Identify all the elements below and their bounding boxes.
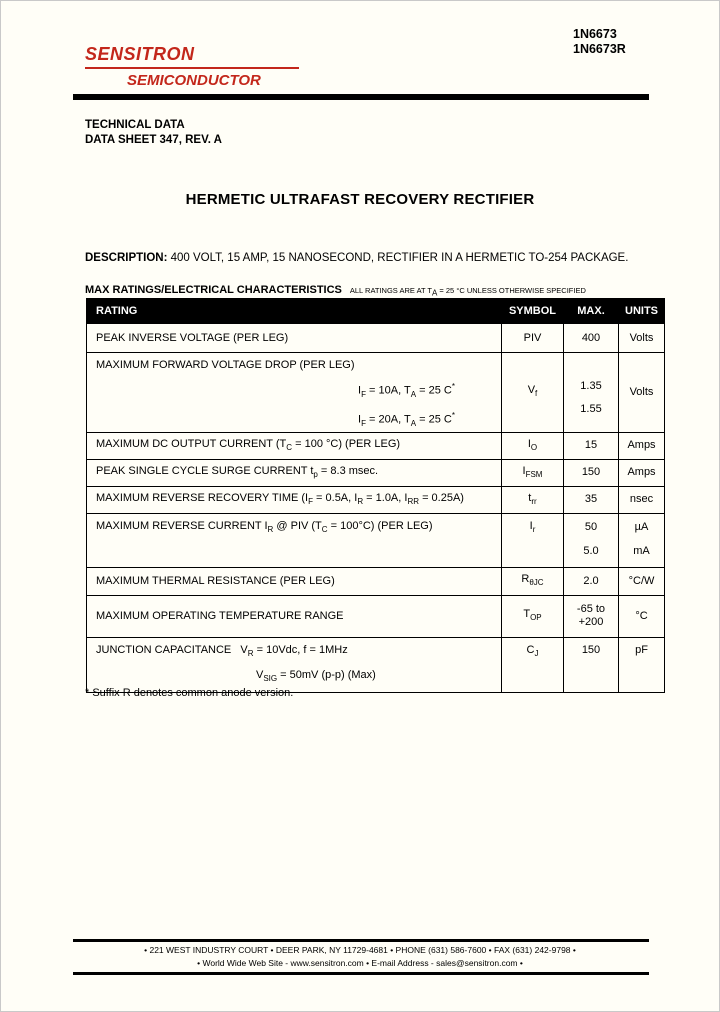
description-label: DESCRIPTION: [85, 252, 168, 264]
units-cell: Amps [619, 432, 665, 459]
symbol-cell: $V_f$ [502, 353, 564, 433]
description-text: 400 VOLT, 15 AMP, 15 NANOSECOND, RECTIFIER IN A HERMETIC TO-254 PACKAGE. [167, 252, 629, 264]
rating-cell [87, 353, 502, 433]
rating-cell: PEAK SINGLE CYCLE SURGE CURRENT $t_p = 8.3$ msec. [87, 459, 502, 486]
table-row [87, 486, 665, 513]
rating-cell: MAXIMUM OPERATING TEMPERATURE RANGE [87, 595, 502, 637]
rating-cell: MAXIMUM REVERSE RECOVERY TIME ($I_F = 0.5A$, $I_R = 1.0A$, $I_{RR} = 0.25A$) [87, 486, 502, 513]
table-row [87, 459, 665, 486]
rating-text: MAXIMUM FORWARD VOLTAGE DROP (PER LEG) [96, 359, 355, 371]
units-cell: pF [619, 637, 665, 692]
footnote: * Suffix R denotes common anode version. [85, 687, 294, 699]
units-cell [619, 513, 665, 567]
table-header-row [87, 299, 665, 324]
max-cell [564, 513, 619, 567]
units-cell: nsec [619, 486, 665, 513]
footer-rule-top [73, 939, 649, 942]
brand-name: SENSITRON [85, 44, 195, 64]
brand-subname: SEMICONDUCTOR [127, 72, 261, 89]
units-cell: Amps [619, 459, 665, 486]
units-value-2: mA [633, 544, 650, 557]
footer-address-line: • 221 WEST INDUSTRY COURT • DEER PARK, NY 11729-4681 • PHONE (631) 586-7600 • FAX (631) 242-9798 • [144, 945, 576, 955]
col-header-units: UNITS [619, 299, 665, 324]
symbol-cell: PIV [502, 324, 564, 353]
part-number-secondary: 1N6673R [573, 42, 626, 56]
max-cell: 35 [564, 486, 619, 513]
symbol-cell: $C_J$ [502, 637, 564, 692]
units-cell: Volts [619, 324, 665, 353]
footer-web-line: • World Wide Web Site - www.sensitron.com • E-mail Address - sales@sensitron.com • [197, 958, 523, 968]
max-cell: 15 [564, 432, 619, 459]
max-cell: -65 to +200 [564, 595, 619, 637]
header-rule [73, 94, 649, 100]
technical-data-label: TECHNICAL DATA [85, 119, 185, 131]
max-cell: 150 [564, 459, 619, 486]
rating-cell [87, 637, 502, 692]
data-sheet-ref: DATA SHEET 347, REV. A [85, 134, 222, 146]
rating-cell: PEAK INVERSE VOLTAGE (PER LEG) [87, 324, 502, 353]
rating-cell: MAXIMUM REVERSE CURRENT $I_R$ @ PIV $(T_C = 100^\circ C)$ (PER LEG) [87, 513, 502, 567]
symbol-cell: $t_{rr}$ [502, 486, 564, 513]
units-value-1: µA [634, 520, 649, 533]
rating-cell: MAXIMUM THERMAL RESISTANCE (PER LEG) [87, 567, 502, 595]
footer-rule-bottom [73, 972, 649, 975]
symbol-cell: $I_O$ [502, 432, 564, 459]
max-value-1: 50 [584, 520, 598, 533]
rating-cell: MAXIMUM DC OUTPUT CURRENT ($T_C = 100$ °C) (PER LEG) [87, 432, 502, 459]
symbol-cell: $I_{FSM}$ [502, 459, 564, 486]
condition-1: $I_F = 10A$, $T_A = 25$ C* [358, 382, 455, 399]
max-cell: 150 [564, 637, 619, 692]
col-header-symbol: SYMBOL [502, 299, 564, 324]
description [85, 252, 651, 264]
table-row [87, 432, 665, 459]
table-row [87, 324, 665, 353]
max-cell [564, 353, 619, 433]
ratings-heading-label: MAX RATINGS/ELECTRICAL CHARACTERISTICS [85, 284, 342, 296]
brand-logo [85, 44, 299, 89]
ratings-heading [85, 284, 586, 298]
units-cell: Volts [619, 353, 665, 433]
ratings-heading-note: ALL RATINGS ARE AT $T_A = 25$ °C UNLESS OTHERWISE SPECIFIED [349, 286, 586, 298]
max-cell: 2.0 [564, 567, 619, 595]
col-header-rating: RATING [87, 299, 502, 324]
brand-underline [85, 67, 299, 69]
rating-condition: $V_{SIG} = 50mV$ (p-p) (Max) [256, 668, 376, 684]
technical-data-block [85, 118, 222, 148]
col-header-max: MAX. [564, 299, 619, 324]
document-title: HERMETIC ULTRAFAST RECOVERY RECTIFIER [185, 191, 535, 208]
symbol-cell: $I_r$ [502, 513, 564, 567]
max-value-1: 1.35 [580, 380, 602, 392]
max-cell: 400 [564, 324, 619, 353]
part-numbers [573, 27, 626, 57]
table-row [87, 567, 665, 595]
max-value-2: 1.55 [580, 403, 602, 415]
ratings-table [86, 298, 665, 693]
rating-text: JUNCTION CAPACITANCE $V_R = 10Vdc$, f = 1MHz [96, 643, 348, 658]
max-value-2: 5.0 [583, 544, 599, 557]
symbol-cell: $T_{OP}$ [502, 595, 564, 637]
condition-2: $I_F = 20A$, $T_A = 25$ C* [358, 410, 455, 428]
table-row [87, 637, 665, 692]
units-cell: °C/W [619, 567, 665, 595]
table-row [87, 595, 665, 637]
part-number-primary: 1N6673 [573, 27, 617, 41]
units-cell: °C [619, 595, 665, 637]
symbol-cell: $R_{\theta JC}$ [502, 567, 564, 595]
table-row [87, 513, 665, 567]
table-row [87, 353, 665, 433]
